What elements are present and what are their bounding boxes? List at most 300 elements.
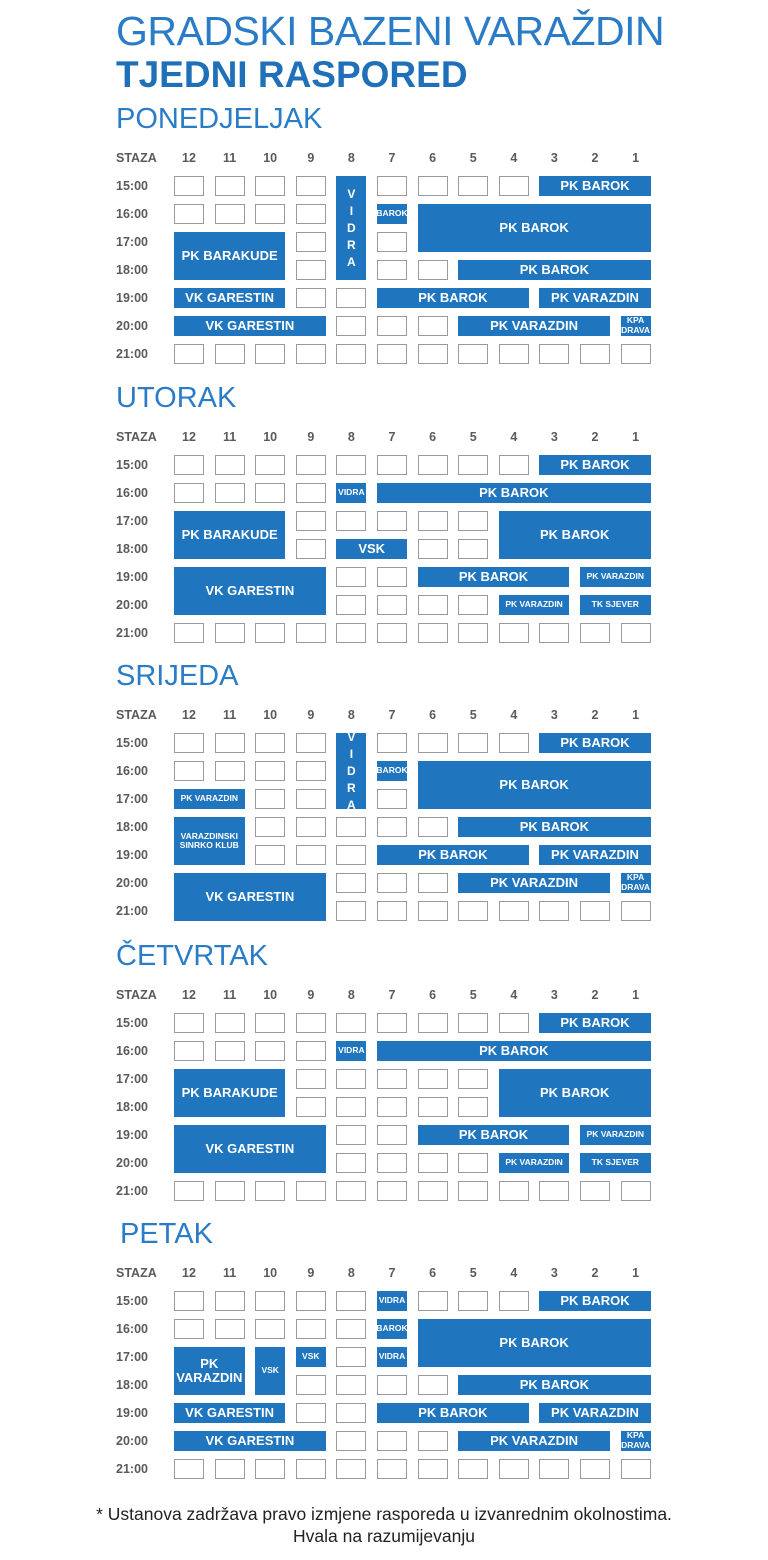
time-label: 17:00 — [116, 235, 148, 249]
reservation-label: PK BAROK — [458, 1126, 529, 1142]
reservation-block — [539, 733, 650, 753]
lane-number: 6 — [429, 1266, 437, 1280]
empty-slot — [418, 623, 448, 643]
time-label: 16:00 — [116, 1322, 148, 1336]
empty-slot — [255, 789, 285, 809]
empty-slot — [458, 623, 488, 643]
reservation-block — [174, 1347, 245, 1395]
reservation-block — [377, 1291, 407, 1311]
empty-slot — [174, 204, 204, 224]
lane-number: 3 — [550, 1266, 558, 1280]
empty-slot — [418, 1459, 448, 1479]
lane-number: 12 — [182, 708, 196, 722]
lane-number: 1 — [632, 430, 640, 444]
page-subtitle: TJEDNI RASPORED — [116, 54, 468, 95]
empty-slot — [296, 789, 326, 809]
reservation-block — [174, 232, 285, 280]
empty-slot — [377, 733, 407, 753]
reservation-block — [336, 483, 366, 503]
reservation-label: PK BAROK — [519, 818, 590, 834]
reservation-label: BAROK — [376, 765, 408, 776]
reservation-block — [174, 789, 245, 809]
day-title: PONEDJELJAK — [116, 103, 323, 135]
empty-slot — [377, 260, 407, 280]
empty-slot — [539, 1181, 569, 1201]
reservation-block — [621, 1431, 651, 1451]
reservation-label: KPA DRAVA — [621, 872, 651, 892]
empty-slot — [296, 483, 326, 503]
empty-slot — [255, 204, 285, 224]
empty-slot — [621, 344, 651, 364]
reservation-label: PK BAROK — [560, 734, 630, 750]
lane-number: 2 — [591, 430, 599, 444]
empty-slot — [296, 455, 326, 475]
lane-header-label: STAZA — [116, 708, 157, 722]
empty-slot — [296, 1181, 326, 1201]
empty-slot — [418, 344, 448, 364]
empty-slot — [215, 455, 245, 475]
empty-slot — [336, 1375, 366, 1395]
empty-slot — [215, 761, 245, 781]
lane-number: 1 — [632, 151, 640, 165]
empty-slot — [296, 761, 326, 781]
empty-slot — [174, 455, 204, 475]
lane-number: 2 — [591, 708, 599, 722]
empty-slot — [377, 1181, 407, 1201]
lane-number: 12 — [182, 1266, 196, 1280]
reservation-block — [458, 260, 650, 280]
reservation-block — [499, 595, 570, 615]
time-label: 18:00 — [116, 820, 148, 834]
lane-number: 7 — [388, 151, 396, 165]
empty-slot — [377, 1097, 407, 1117]
empty-slot — [377, 1375, 407, 1395]
reservation-label: VIDRA — [338, 487, 365, 498]
empty-slot — [377, 901, 407, 921]
time-label: 17:00 — [116, 1350, 148, 1364]
reservation-label: VSK — [358, 540, 386, 556]
reservation-label: TK SJEVER — [591, 599, 639, 610]
reservation-block — [296, 1347, 326, 1367]
reservation-label: PK BARAKUDE — [181, 526, 278, 542]
lane-number: 1 — [632, 708, 640, 722]
empty-slot — [377, 344, 407, 364]
empty-slot — [458, 344, 488, 364]
empty-slot — [336, 595, 366, 615]
empty-slot — [255, 483, 285, 503]
empty-slot — [499, 733, 529, 753]
empty-slot — [377, 1153, 407, 1173]
day-title: SRIJEDA — [116, 660, 239, 692]
lane-number: 6 — [429, 988, 437, 1002]
lane-header-label: STAZA — [116, 151, 157, 165]
lane-number: 8 — [347, 988, 355, 1002]
reservation-label: KPA DRAVA — [621, 315, 651, 335]
lane-number: 3 — [550, 151, 558, 165]
reservation-label: PK BAROK — [418, 846, 488, 862]
empty-slot — [296, 176, 326, 196]
lane-number: 3 — [550, 988, 558, 1002]
reservation-block — [174, 511, 285, 559]
time-label: 18:00 — [116, 542, 148, 556]
empty-slot — [296, 288, 326, 308]
empty-slot — [336, 455, 366, 475]
reservation-label: PK VARAZDIN — [490, 317, 579, 333]
lane-number: 12 — [182, 430, 196, 444]
empty-slot — [458, 1013, 488, 1033]
empty-slot — [377, 595, 407, 615]
lane-number: 10 — [263, 988, 278, 1002]
empty-slot — [296, 204, 326, 224]
empty-slot — [215, 733, 245, 753]
empty-slot — [215, 176, 245, 196]
reservation-label: PK BAROK — [519, 261, 590, 277]
empty-slot — [377, 1125, 407, 1145]
time-label: 18:00 — [116, 263, 148, 277]
page-title: GRADSKI BAZENI VARAŽDIN — [116, 8, 665, 54]
empty-slot — [621, 1459, 651, 1479]
lane-number: 5 — [469, 1266, 477, 1280]
lane-number: 11 — [222, 430, 237, 444]
empty-slot — [580, 1181, 610, 1201]
lane-number: 4 — [510, 1266, 518, 1280]
empty-slot — [418, 539, 448, 559]
lane-number: 5 — [469, 708, 477, 722]
empty-slot — [296, 232, 326, 252]
lane-number: 7 — [388, 708, 396, 722]
reservation-label: PK BAROK — [560, 1292, 630, 1308]
empty-slot — [255, 1291, 285, 1311]
empty-slot — [418, 1291, 448, 1311]
reservation-block — [377, 845, 529, 865]
reservation-block — [174, 873, 326, 921]
reservation-block — [377, 204, 407, 224]
lane-number: 12 — [182, 988, 196, 1002]
empty-slot — [215, 1291, 245, 1311]
empty-slot — [458, 455, 488, 475]
lane-number: 11 — [222, 988, 237, 1002]
reservation-label: PK VARAZDIN — [586, 571, 645, 582]
reservation-block — [539, 1403, 650, 1423]
empty-slot — [336, 1069, 366, 1089]
reservation-label: PK VARAZDIN — [551, 846, 639, 862]
empty-slot — [539, 1459, 569, 1479]
reservation-block — [255, 1347, 285, 1395]
empty-slot — [377, 232, 407, 252]
empty-slot — [458, 901, 488, 921]
reservation-label: PK BAROK — [540, 1084, 610, 1100]
empty-slot — [621, 623, 651, 643]
empty-slot — [255, 344, 285, 364]
reservation-label: V I D R A — [347, 186, 356, 269]
empty-slot — [255, 176, 285, 196]
lane-number: 1 — [632, 988, 640, 1002]
reservation-label: VK GARESTIN — [205, 1432, 295, 1448]
empty-slot — [377, 1459, 407, 1479]
empty-slot — [296, 1459, 326, 1479]
empty-slot — [296, 1013, 326, 1033]
empty-slot — [336, 623, 366, 643]
lane-number: 4 — [510, 708, 518, 722]
lane-number: 8 — [347, 708, 355, 722]
empty-slot — [174, 344, 204, 364]
empty-slot — [336, 316, 366, 336]
reservation-label: V I D R A — [347, 729, 356, 812]
reservation-label: PK BAROK — [479, 1042, 549, 1058]
footer-disclaimer: * Ustanova zadržava pravo izmjene rasporeda u izvanrednim okolnostima. — [96, 1504, 672, 1524]
empty-slot — [255, 623, 285, 643]
empty-slot — [336, 873, 366, 893]
empty-slot — [296, 511, 326, 531]
lane-number: 2 — [591, 988, 599, 1002]
reservation-block — [377, 1319, 407, 1339]
reservation-block — [418, 204, 651, 252]
reservation-block — [377, 761, 407, 781]
empty-slot — [377, 176, 407, 196]
empty-slot — [174, 176, 204, 196]
time-label: 21:00 — [116, 1184, 148, 1198]
time-label: 20:00 — [116, 319, 148, 333]
empty-slot — [418, 817, 448, 837]
time-label: 20:00 — [116, 1156, 148, 1170]
empty-slot — [418, 511, 448, 531]
lane-number: 9 — [307, 151, 315, 165]
reservation-label: PK VARAZDIN — [490, 1432, 579, 1448]
time-label: 15:00 — [116, 736, 148, 750]
empty-slot — [499, 623, 529, 643]
day-title: ČETVRTAK — [116, 940, 269, 972]
reservation-block — [377, 483, 651, 503]
reservation-label: PK BAROK — [418, 289, 488, 305]
empty-slot — [215, 1459, 245, 1479]
empty-slot — [174, 1041, 204, 1061]
time-label: 19:00 — [116, 1406, 148, 1420]
reservation-block — [418, 761, 651, 809]
reservation-label: VARAZDINSKI SINRKO KLUB — [179, 830, 239, 850]
empty-slot — [458, 1069, 488, 1089]
time-label: 15:00 — [116, 1294, 148, 1308]
reservation-block — [174, 1069, 285, 1117]
empty-slot — [296, 1403, 326, 1423]
empty-slot — [174, 1319, 204, 1339]
empty-slot — [296, 817, 326, 837]
reservation-block — [499, 1069, 651, 1117]
lane-number: 4 — [510, 430, 518, 444]
empty-slot — [255, 1013, 285, 1033]
empty-slot — [296, 845, 326, 865]
empty-slot — [539, 623, 569, 643]
empty-slot — [174, 761, 204, 781]
reservation-block — [621, 873, 651, 893]
lane-number: 10 — [263, 151, 278, 165]
empty-slot — [580, 344, 610, 364]
reservation-label: PK BAROK — [519, 1376, 590, 1392]
empty-slot — [418, 901, 448, 921]
lane-number: 3 — [550, 430, 558, 444]
reservation-label: PK VARAZDIN — [586, 1129, 645, 1140]
footer-note — [0, 1503, 768, 1547]
empty-slot — [296, 1041, 326, 1061]
reservation-block — [418, 567, 570, 587]
lane-number: 4 — [510, 988, 518, 1002]
reservation-label: KPA DRAVA — [621, 1430, 651, 1450]
empty-slot — [377, 817, 407, 837]
empty-slot — [499, 1181, 529, 1201]
reservation-block — [458, 817, 650, 837]
empty-slot — [336, 288, 366, 308]
empty-slot — [215, 204, 245, 224]
empty-slot — [458, 1291, 488, 1311]
reservation-label: VIDRA — [338, 1045, 365, 1056]
empty-slot — [336, 901, 366, 921]
lane-number: 5 — [469, 988, 477, 1002]
empty-slot — [499, 455, 529, 475]
time-label: 19:00 — [116, 291, 148, 305]
empty-slot — [215, 1013, 245, 1033]
reservation-label: BAROK — [376, 1323, 408, 1334]
empty-slot — [499, 344, 529, 364]
time-label: 20:00 — [116, 876, 148, 890]
reservation-label: PK VARAZDIN — [505, 1157, 563, 1168]
empty-slot — [296, 260, 326, 280]
lane-number: 5 — [469, 151, 477, 165]
day-title: PETAK — [120, 1218, 213, 1250]
reservation-label: PK VARAZDIN — [505, 599, 563, 610]
reservation-block — [336, 176, 366, 280]
empty-slot — [418, 1069, 448, 1089]
footer-thanks: Hvala na razumijevanju — [293, 1526, 475, 1546]
empty-slot — [377, 1013, 407, 1033]
empty-slot — [296, 1097, 326, 1117]
empty-slot — [174, 1181, 204, 1201]
time-label: 17:00 — [116, 514, 148, 528]
empty-slot — [336, 1319, 366, 1339]
empty-slot — [539, 901, 569, 921]
day-title: UTORAK — [116, 382, 237, 414]
empty-slot — [174, 1459, 204, 1479]
lane-number: 2 — [591, 1266, 599, 1280]
empty-slot — [215, 1181, 245, 1201]
empty-slot — [458, 1097, 488, 1117]
empty-slot — [458, 733, 488, 753]
reservation-block — [458, 873, 610, 893]
empty-slot — [458, 1153, 488, 1173]
reservation-block — [336, 1041, 366, 1061]
empty-slot — [174, 623, 204, 643]
lane-number: 9 — [307, 988, 315, 1002]
reservation-label: PK BAROK — [560, 456, 630, 472]
empty-slot — [458, 1181, 488, 1201]
lane-number: 8 — [347, 430, 355, 444]
empty-slot — [255, 817, 285, 837]
reservation-label: PK BAROK — [458, 568, 529, 584]
empty-slot — [215, 344, 245, 364]
empty-slot — [499, 1291, 529, 1311]
empty-slot — [336, 1153, 366, 1173]
empty-slot — [255, 845, 285, 865]
reservation-label: PK BAROK — [418, 1404, 488, 1420]
empty-slot — [296, 623, 326, 643]
reservation-block — [499, 511, 651, 559]
empty-slot — [215, 1041, 245, 1061]
lane-number: 10 — [263, 1266, 278, 1280]
time-label: 15:00 — [116, 1016, 148, 1030]
empty-slot — [580, 901, 610, 921]
empty-slot — [418, 1097, 448, 1117]
lane-number: 6 — [429, 708, 437, 722]
reservation-block — [174, 817, 245, 865]
empty-slot — [174, 483, 204, 503]
empty-slot — [418, 595, 448, 615]
reservation-block — [539, 845, 650, 865]
time-label: 19:00 — [116, 570, 148, 584]
empty-slot — [418, 260, 448, 280]
empty-slot — [458, 595, 488, 615]
reservation-block — [377, 288, 529, 308]
empty-slot — [458, 511, 488, 531]
empty-slot — [336, 1181, 366, 1201]
time-label: 20:00 — [116, 598, 148, 612]
empty-slot — [215, 623, 245, 643]
empty-slot — [418, 873, 448, 893]
lane-number: 9 — [307, 708, 315, 722]
empty-slot — [336, 567, 366, 587]
empty-slot — [499, 1013, 529, 1033]
reservation-block — [174, 288, 285, 308]
empty-slot — [458, 539, 488, 559]
empty-slot — [418, 176, 448, 196]
time-label: 19:00 — [116, 1128, 148, 1142]
lane-number: 10 — [263, 708, 278, 722]
empty-slot — [296, 1319, 326, 1339]
lane-number: 6 — [429, 151, 437, 165]
reservation-label: VK GARESTIN — [185, 289, 275, 305]
empty-slot — [377, 1069, 407, 1089]
reservation-block — [418, 1125, 570, 1145]
reservation-block — [621, 316, 651, 336]
reservation-block — [174, 316, 326, 336]
lane-number: 5 — [469, 430, 477, 444]
reservation-label: PK BAROK — [560, 177, 630, 193]
reservation-block — [539, 288, 650, 308]
time-label: 16:00 — [116, 486, 148, 500]
lane-number: 10 — [263, 430, 278, 444]
lane-number: 11 — [222, 1266, 237, 1280]
time-label: 21:00 — [116, 904, 148, 918]
time-label: 17:00 — [116, 792, 148, 806]
reservation-label: PK BAROK — [560, 1014, 630, 1030]
lane-number: 11 — [222, 708, 237, 722]
reservation-block — [377, 1041, 651, 1061]
empty-slot — [539, 344, 569, 364]
empty-slot — [418, 1153, 448, 1173]
lane-number: 3 — [550, 708, 558, 722]
lane-number: 7 — [388, 430, 396, 444]
reservation-label: PK BAROK — [540, 526, 610, 542]
empty-slot — [255, 761, 285, 781]
empty-slot — [215, 483, 245, 503]
reservation-label: VK GARESTIN — [205, 317, 295, 333]
reservation-block — [174, 1403, 285, 1423]
lane-header-label: STAZA — [116, 1266, 157, 1280]
reservation-block — [174, 1125, 326, 1173]
empty-slot — [377, 623, 407, 643]
empty-slot — [418, 1375, 448, 1395]
empty-slot — [499, 901, 529, 921]
reservation-block — [539, 455, 650, 475]
reservation-label: VK GARESTIN — [205, 582, 295, 598]
reservation-block — [458, 316, 610, 336]
